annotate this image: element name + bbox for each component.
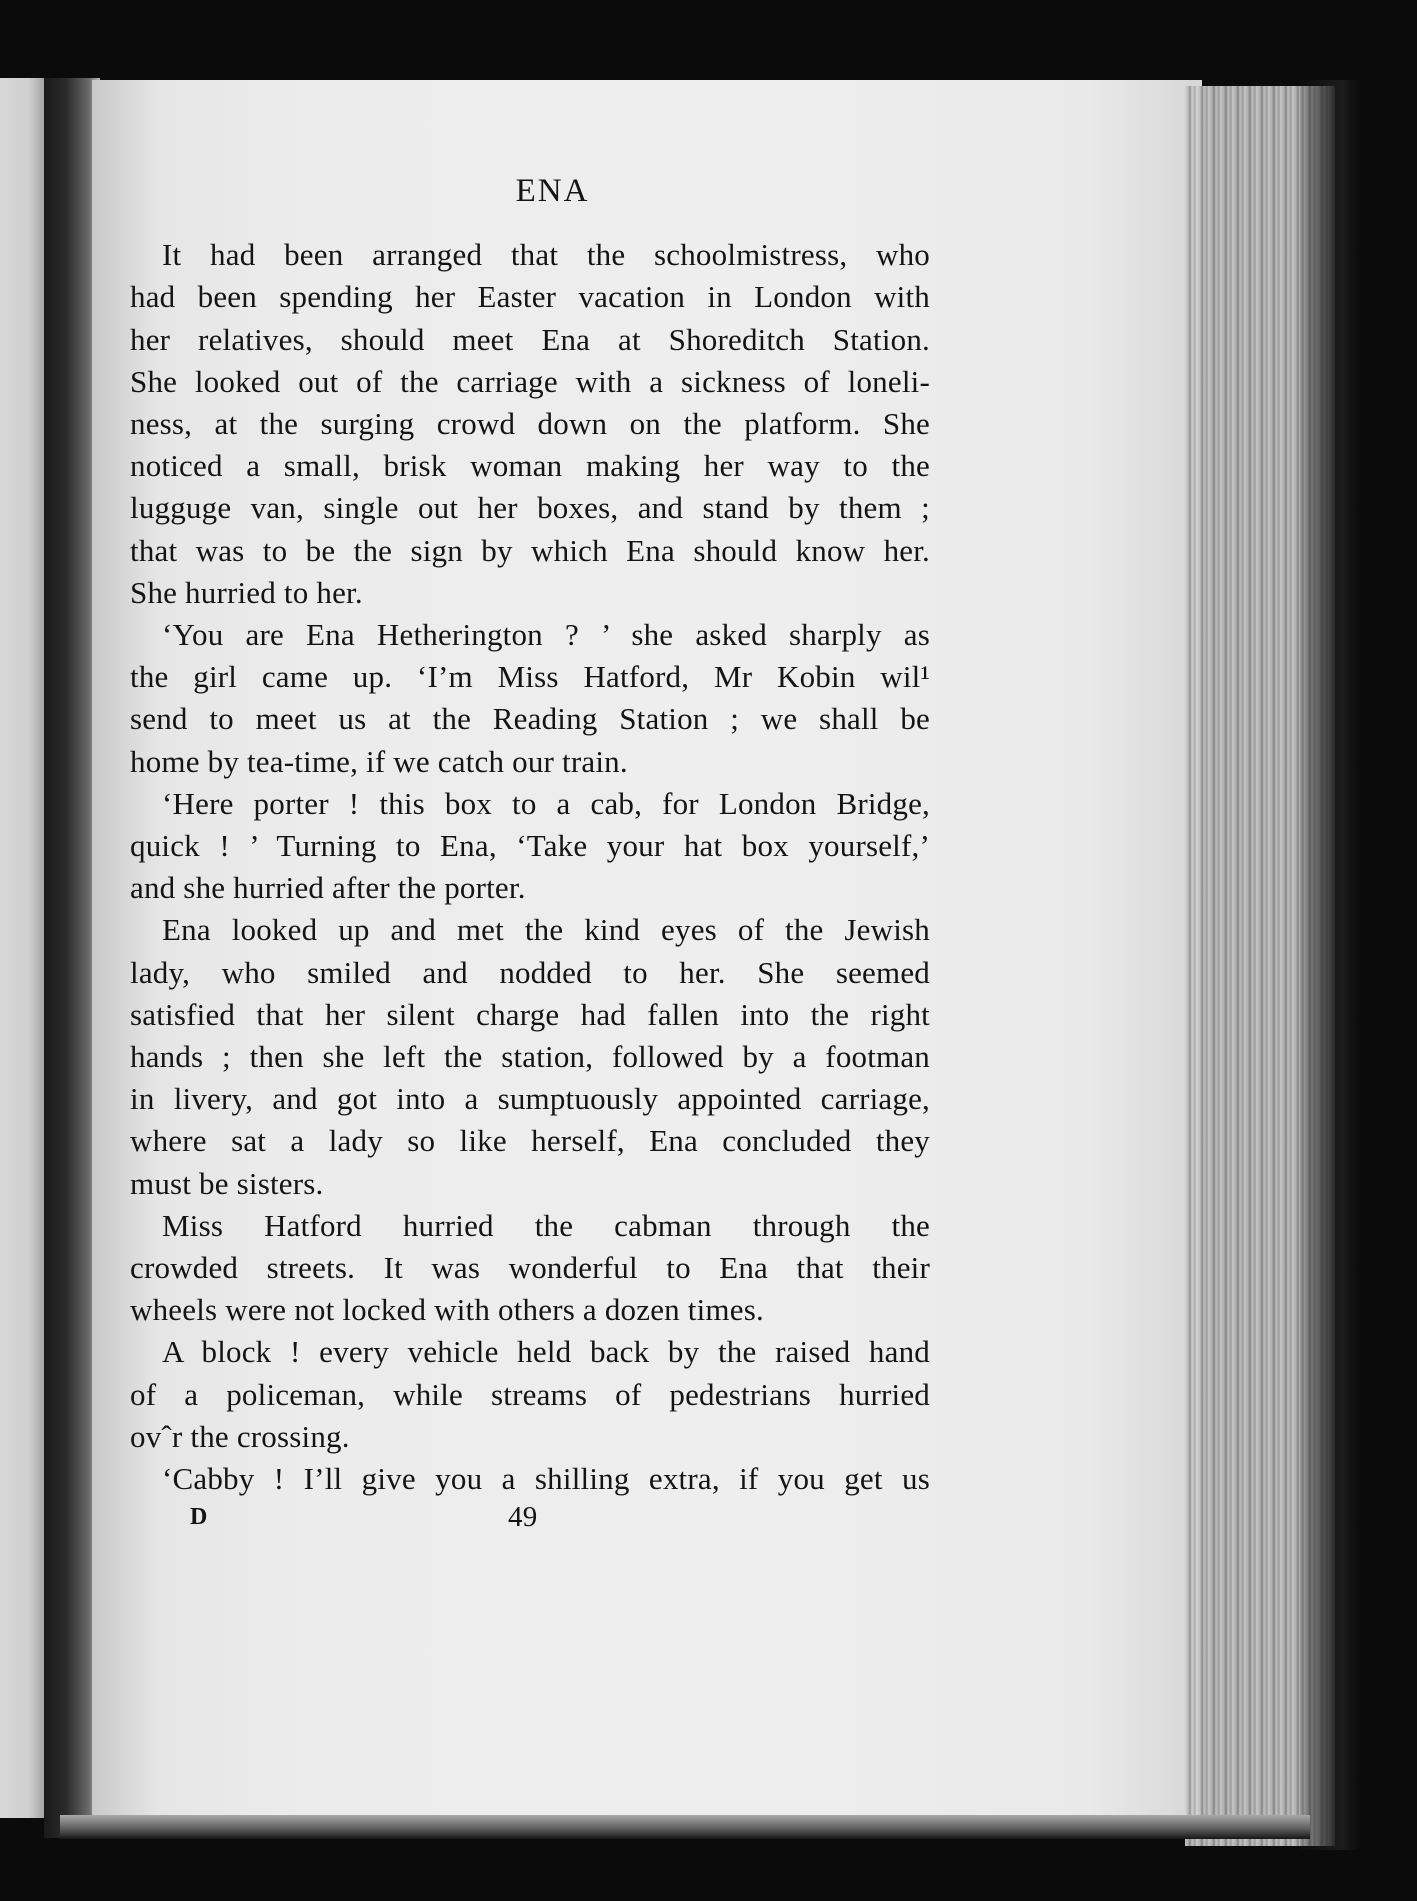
paragraph	[130, 614, 930, 783]
text-line: ‘Here porter ! this box to a cab, for London Bridge,	[162, 785, 930, 821]
text-line: Ena looked up and met the kind eyes of the Jewish	[162, 912, 930, 948]
facing-page-edge	[0, 78, 48, 1818]
text-line: hands ; then she left the station, followed by a footman	[130, 1039, 930, 1075]
text-line: Miss Hatford hurried the cabman through the	[162, 1207, 930, 1243]
text-line: ovˆr the crossing.	[130, 1418, 350, 1454]
text-line: crowded streets. It was wonderful to Ena that their	[130, 1250, 930, 1286]
text-line: of a policeman, while streams of pedestrians hurried	[130, 1376, 930, 1412]
text-line: and she hurried after the porter.	[130, 870, 526, 906]
page-footer	[130, 1496, 930, 1536]
text-line: It had been arranged that the schoolmistress, who	[162, 237, 930, 273]
paragraph	[130, 1331, 930, 1458]
text-line: lugguge van, single out her boxes, and stand by them ;	[130, 490, 930, 526]
text-line: in livery, and got into a sumptuously appointed carriage,	[130, 1081, 930, 1117]
text-line: that was to be the sign by which Ena should know her.	[130, 532, 930, 568]
text-line: send to meet us at the Reading Station ; we shall be	[130, 701, 930, 737]
text-line: the girl came up. ‘I’m Miss Hatford, Mr Kobin wil¹	[130, 659, 930, 695]
body-text	[130, 234, 930, 1500]
text-line: ‘Cabby ! I’ll give you a shilling extra, if you get us	[162, 1461, 930, 1497]
page-bottom-edge	[60, 1815, 1310, 1839]
text-line: must be sisters.	[130, 1165, 324, 1201]
text-line: ‘You are Ena Hetherington ? ’ she asked sharply as	[162, 617, 930, 653]
text-line: where sat a lady so like herself, Ena concluded they	[130, 1123, 930, 1159]
text-line: home by tea-time, if we catch our train.	[130, 743, 628, 779]
paragraph	[130, 783, 930, 910]
text-line: had been spending her Easter vacation in London with	[130, 279, 930, 315]
paragraph	[130, 234, 930, 614]
text-line: A block ! every vehicle held back by the raised hand	[162, 1334, 930, 1370]
text-line: She hurried to her.	[130, 574, 363, 610]
paragraph	[130, 909, 930, 1204]
text-line: quick ! ’ Turning to Ena, ‘Take your hat box yourself,’	[130, 828, 930, 864]
text-line: lady, who smiled and nodded to her. She seemed	[130, 954, 930, 990]
page-number: 49	[508, 1501, 538, 1534]
text-line: satisfied that her silent charge had fallen into the right	[130, 996, 930, 1032]
text-line: ness, at the surging crowd down on the platform. She	[130, 406, 930, 442]
page-text	[130, 170, 930, 1536]
text-line: noticed a small, brisk woman making her way to the	[130, 448, 930, 484]
paragraph	[130, 1205, 930, 1332]
signature-mark: D	[190, 1504, 208, 1531]
text-line: She looked out of the carriage with a sickness of loneli-	[130, 363, 930, 399]
text-line: wheels were not locked with others a dozen times.	[130, 1292, 764, 1328]
paragraph	[130, 1458, 930, 1500]
fore-edge-shadow	[1300, 80, 1360, 1850]
running-head: ENA	[515, 173, 590, 209]
text-line: her relatives, should meet Ena at Shoreditch Station.	[130, 321, 930, 357]
